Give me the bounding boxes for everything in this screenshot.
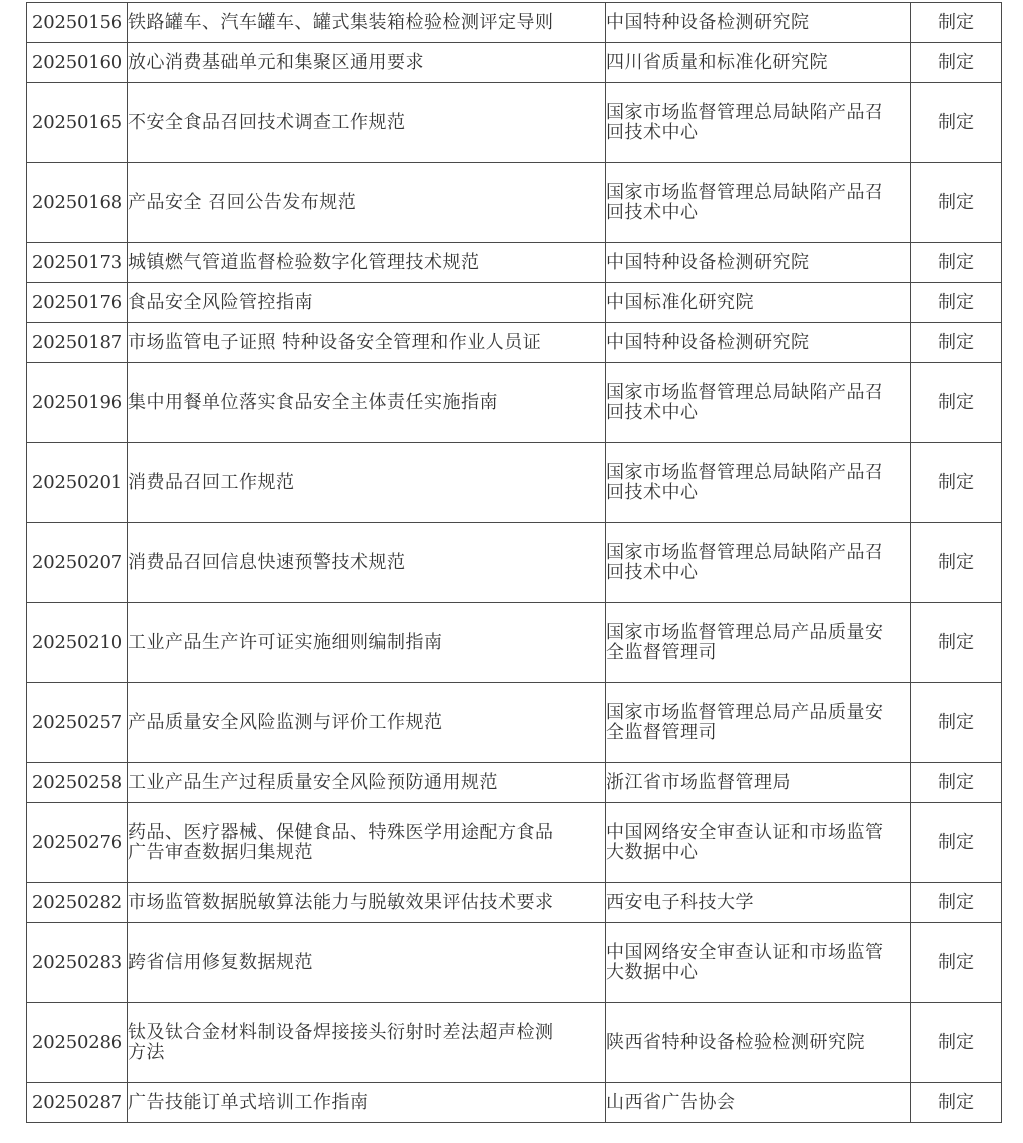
standard-title-cell	[128, 363, 606, 443]
drafting-organization-line: 国家市场监督管理总局缺陷产品召	[606, 461, 884, 483]
drafting-organization-line: 中国网络安全审查认证和市场监管	[606, 821, 884, 843]
drafting-organization-cell	[606, 803, 911, 883]
revision-type-cell: 制定	[911, 923, 1002, 1003]
standard-title-line: 市场监管数据脱敏算法能力与脱敏效果评估技术要求	[128, 891, 554, 913]
standard-title-line: 广告技能订单式培训工作指南	[128, 1091, 369, 1113]
drafting-organization-cell	[606, 763, 911, 803]
drafting-organization-line: 中国特种设备检测研究院	[606, 11, 810, 33]
drafting-organization-line: 全监督管理司	[606, 641, 717, 663]
standard-title-cell	[128, 763, 606, 803]
drafting-organization-cell	[606, 3, 911, 43]
standard-title-cell	[128, 523, 606, 603]
drafting-organization-line: 回技术中心	[606, 561, 699, 583]
revision-type-cell: 制定	[911, 3, 1002, 43]
project-number-cell: 20250165	[27, 83, 128, 163]
drafting-organization-cell	[606, 603, 911, 683]
standard-title-line: 工业产品生产过程质量安全风险预防通用规范	[128, 771, 498, 793]
standard-title-line: 产品安全 召回公告发布规范	[128, 191, 357, 213]
revision-type-cell: 制定	[911, 803, 1002, 883]
drafting-organization-line: 全监督管理司	[606, 721, 717, 743]
revision-type-cell: 制定	[911, 243, 1002, 283]
project-number-cell: 20250287	[27, 1083, 128, 1123]
drafting-organization-line: 回技术中心	[606, 201, 699, 223]
drafting-organization-cell	[606, 923, 911, 1003]
standard-title-line: 消费品召回信息快速预警技术规范	[128, 551, 406, 573]
project-number-cell: 20250257	[27, 683, 128, 763]
project-number-cell: 20250210	[27, 603, 128, 683]
standard-title-line: 跨省信用修复数据规范	[128, 951, 313, 973]
standard-title-cell	[128, 603, 606, 683]
standard-title-cell	[128, 243, 606, 283]
table-row	[27, 243, 1002, 283]
standard-title-cell	[128, 323, 606, 363]
table-row	[27, 43, 1002, 83]
table-row	[27, 163, 1002, 243]
standard-title-line: 广告审查数据归集规范	[128, 841, 313, 863]
table-row	[27, 923, 1002, 1003]
table-row	[27, 323, 1002, 363]
table-row	[27, 803, 1002, 883]
drafting-organization-cell	[606, 1083, 911, 1123]
revision-type-cell: 制定	[911, 523, 1002, 603]
standard-title-cell	[128, 83, 606, 163]
drafting-organization-cell	[606, 163, 911, 243]
table-row	[27, 3, 1002, 43]
revision-type-cell: 制定	[911, 1003, 1002, 1083]
drafting-organization-cell	[606, 363, 911, 443]
drafting-organization-line: 国家市场监督管理总局缺陷产品召	[606, 181, 884, 203]
revision-type-cell: 制定	[911, 43, 1002, 83]
standard-title-line: 市场监管电子证照 特种设备安全管理和作业人员证	[128, 331, 542, 353]
drafting-organization-line: 大数据中心	[606, 841, 699, 863]
revision-type-cell: 制定	[911, 83, 1002, 163]
drafting-organization-line: 中国特种设备检测研究院	[606, 331, 810, 353]
standard-title-line: 药品、医疗器械、保健食品、特殊医学用途配方食品	[128, 821, 554, 843]
revision-type-cell: 制定	[911, 1083, 1002, 1123]
project-number-cell: 20250187	[27, 323, 128, 363]
drafting-organization-cell	[606, 683, 911, 763]
drafting-organization-line: 国家市场监督管理总局缺陷产品召	[606, 381, 884, 403]
project-number-cell: 20250286	[27, 1003, 128, 1083]
revision-type-cell: 制定	[911, 443, 1002, 523]
standard-title-cell	[128, 283, 606, 323]
project-number-cell: 20250168	[27, 163, 128, 243]
project-number-cell: 20250160	[27, 43, 128, 83]
project-number-cell: 20250258	[27, 763, 128, 803]
standard-title-line: 食品安全风险管控指南	[128, 291, 313, 313]
drafting-organization-line: 国家市场监督管理总局产品质量安	[606, 621, 884, 643]
project-number-cell: 20250176	[27, 283, 128, 323]
drafting-organization-cell	[606, 243, 911, 283]
standard-title-line: 工业产品生产许可证实施细则编制指南	[128, 631, 443, 653]
project-number-cell: 20250196	[27, 363, 128, 443]
standard-title-line: 消费品召回工作规范	[128, 471, 295, 493]
standard-title-line: 不安全食品召回技术调查工作规范	[128, 111, 406, 133]
revision-type-cell: 制定	[911, 363, 1002, 443]
drafting-organization-cell	[606, 523, 911, 603]
drafting-organization-line: 国家市场监督管理总局产品质量安	[606, 701, 884, 723]
table-row	[27, 1003, 1002, 1083]
standard-title-line: 集中用餐单位落实食品安全主体责任实施指南	[128, 391, 498, 413]
standard-title-cell	[128, 883, 606, 923]
drafting-organization-cell	[606, 83, 911, 163]
table-row	[27, 443, 1002, 523]
standard-title-line: 方法	[128, 1041, 165, 1063]
standard-title-line: 城镇燃气管道监督检验数字化管理技术规范	[128, 251, 480, 273]
project-number-cell: 20250207	[27, 523, 128, 603]
drafting-organization-line: 山西省广告协会	[606, 1091, 736, 1113]
table-body	[27, 3, 1002, 1123]
revision-type-cell: 制定	[911, 163, 1002, 243]
project-number-cell: 20250282	[27, 883, 128, 923]
drafting-organization-line: 国家市场监督管理总局缺陷产品召	[606, 541, 884, 563]
standard-title-line: 钛及钛合金材料制设备焊接接头衍射时差法超声检测	[128, 1021, 554, 1043]
drafting-organization-cell	[606, 1003, 911, 1083]
drafting-organization-line: 西安电子科技大学	[606, 891, 754, 913]
drafting-organization-line: 回技术中心	[606, 121, 699, 143]
drafting-organization-cell	[606, 443, 911, 523]
drafting-organization-line: 陕西省特种设备检验检测研究院	[606, 1031, 865, 1053]
drafting-organization-line: 大数据中心	[606, 961, 699, 983]
project-number-cell: 20250276	[27, 803, 128, 883]
revision-type-cell: 制定	[911, 763, 1002, 803]
drafting-organization-line: 浙江省市场监督管理局	[606, 771, 791, 793]
table-row	[27, 883, 1002, 923]
standard-title-cell	[128, 803, 606, 883]
revision-type-cell: 制定	[911, 883, 1002, 923]
table-row	[27, 83, 1002, 163]
drafting-organization-line: 四川省质量和标准化研究院	[606, 51, 828, 73]
project-number-cell: 20250201	[27, 443, 128, 523]
standard-title-cell	[128, 923, 606, 1003]
table-row	[27, 683, 1002, 763]
standard-title-line: 铁路罐车、汽车罐车、罐式集装箱检验检测评定导则	[128, 11, 554, 33]
drafting-organization-line: 回技术中心	[606, 401, 699, 423]
standard-title-cell	[128, 1083, 606, 1123]
standard-title-cell	[128, 163, 606, 243]
standard-title-line: 放心消费基础单元和集聚区通用要求	[128, 51, 424, 73]
standards-table	[26, 2, 1002, 1123]
revision-type-cell: 制定	[911, 283, 1002, 323]
standard-title-line: 产品质量安全风险监测与评价工作规范	[128, 711, 443, 733]
drafting-organization-line: 中国标准化研究院	[606, 291, 754, 313]
project-number-cell: 20250156	[27, 3, 128, 43]
drafting-organization-line: 中国特种设备检测研究院	[606, 251, 810, 273]
project-number-cell: 20250173	[27, 243, 128, 283]
standard-title-cell	[128, 43, 606, 83]
table-row	[27, 523, 1002, 603]
drafting-organization-cell	[606, 323, 911, 363]
drafting-organization-cell	[606, 883, 911, 923]
drafting-organization-line: 中国网络安全审查认证和市场监管	[606, 941, 884, 963]
drafting-organization-line: 回技术中心	[606, 481, 699, 503]
drafting-organization-cell	[606, 283, 911, 323]
standard-title-cell	[128, 683, 606, 763]
table-row	[27, 1083, 1002, 1123]
revision-type-cell: 制定	[911, 683, 1002, 763]
table-row	[27, 603, 1002, 683]
standard-title-cell	[128, 3, 606, 43]
standard-title-cell	[128, 1003, 606, 1083]
revision-type-cell: 制定	[911, 323, 1002, 363]
drafting-organization-cell	[606, 43, 911, 83]
standard-title-cell	[128, 443, 606, 523]
table-row	[27, 763, 1002, 803]
project-number-cell: 20250283	[27, 923, 128, 1003]
drafting-organization-line: 国家市场监督管理总局缺陷产品召	[606, 101, 884, 123]
table-row	[27, 363, 1002, 443]
revision-type-cell: 制定	[911, 603, 1002, 683]
table-row	[27, 283, 1002, 323]
